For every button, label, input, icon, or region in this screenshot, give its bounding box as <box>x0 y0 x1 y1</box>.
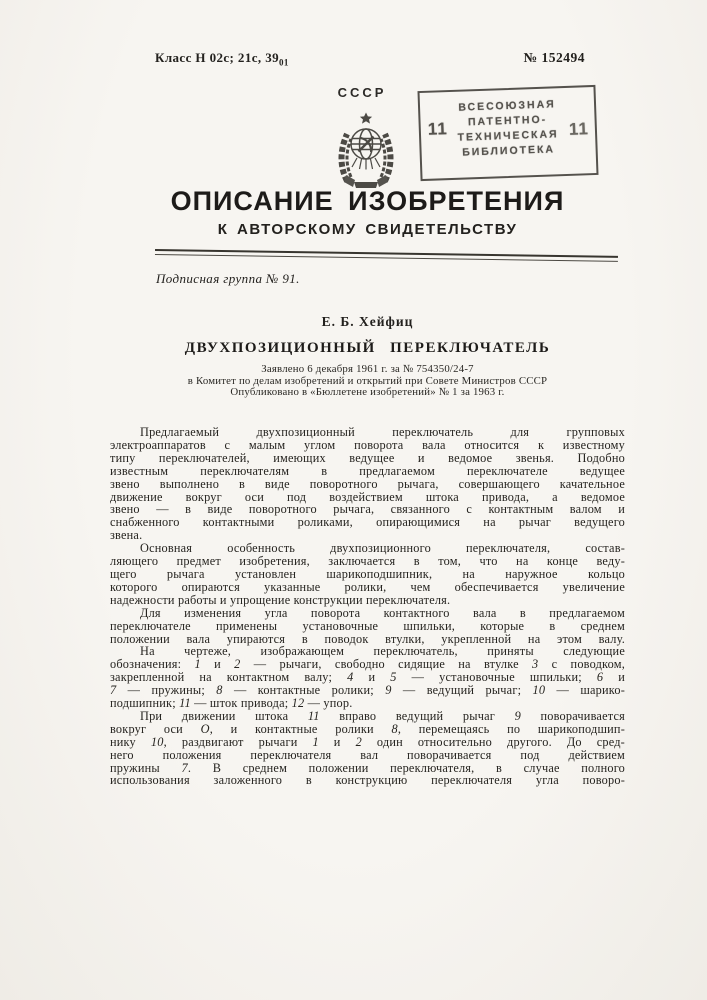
text-line: На чертеже, изображающем переключатель, приняты следующие <box>140 644 625 659</box>
filing-line: в Комитет по делам изобретений и открытий при Совете Министров СССР <box>187 374 548 387</box>
text-line: нику 10, раздвигают рычаги 1 и 2 один относительно другого. До сред- <box>110 734 625 749</box>
text-line: типу переключателей, имеющих ведущее и ведомое звенья. Подобно <box>110 450 625 465</box>
stamp-line: БИБЛИОТЕКА <box>462 143 556 159</box>
text-line: звено выполнено в виде поворотного рычага, совершающего качательное <box>110 476 625 491</box>
text-line: надежности работы и упрощение конструкции переключателя. <box>110 592 451 607</box>
text-line: переключателе применены установочные шпильки, которые в среднем <box>110 618 625 633</box>
stamp-line: ТЕХНИЧЕСКАЯ <box>457 128 559 144</box>
country-label: СССР <box>337 85 387 100</box>
text-line: Предлагаемый двухпозиционный переключатель для групповых <box>140 425 625 439</box>
text-line: звена. <box>110 528 143 543</box>
filing-line: Опубликовано в «Бюллетене изобретений» № 1 за 1963 г. <box>230 386 505 399</box>
author-name: Е. Б. Хейфиц <box>321 314 414 329</box>
document-title: ОПИСАНИЕ ИЗОБРЕТЕНИЯ <box>170 186 565 216</box>
text-line: звено — в виде поворотного рычага, связанного с контактным валом и <box>110 502 625 517</box>
paragraph <box>110 542 625 607</box>
stamp-number-left: 11 <box>427 119 449 139</box>
text-line: щего рычага установлен шарикоподшипник, на наружное кольцо <box>110 566 625 581</box>
doc-number: № 152494 <box>523 50 585 65</box>
paragraph <box>110 607 625 646</box>
class-text: Класс Н 02с; 21с, 39 <box>155 50 279 65</box>
text-line: электроаппаратов с малым углом поворота вала относится к известному <box>110 437 625 452</box>
stamp-line: ПАТЕНТНО- <box>467 113 548 129</box>
text-line: снабженного контактными роликами, опирающимися на рычаг ведущего <box>110 515 625 530</box>
text-line: которого опираются указанные ролики, чем обеспечивается увеличение <box>110 579 625 594</box>
text-line: движение вокруг оси под воздействием штока привода, а ведомое <box>110 489 625 504</box>
text-line: Для изменения угла поворота контактного вала в предлагаемом <box>140 605 625 620</box>
class-line <box>155 50 289 68</box>
text-line: ляющего предмет изобретения, заключается в том, что на конце веду- <box>110 554 625 569</box>
paragraph <box>110 645 625 710</box>
stamp-number-right: 11 <box>568 119 590 139</box>
divider-rule <box>155 249 618 262</box>
stamp-line: ВСЕСОЮЗНАЯ <box>458 98 556 114</box>
invention-title: ДВУХПОЗИЦИОННЫЙ ПЕРЕКЛЮЧАТЕЛЬ <box>184 340 551 356</box>
filing-info <box>100 364 635 399</box>
header-row <box>155 50 585 68</box>
text-line: При движении штока 11 вправо ведущий рычаг 9 поворачивается <box>140 708 625 723</box>
text-line: вокруг оси О, и контактные ролики 8, перемещаясь по шарикоподшип- <box>110 721 625 736</box>
text-line: использования заложенного в конструкцию переключателя угла поворо- <box>110 773 625 788</box>
library-stamp <box>417 85 598 181</box>
paragraph <box>110 710 625 787</box>
ussr-coat-of-arms-icon <box>333 111 399 193</box>
text-line: Основная особенность двухпозиционного переключателя, состав- <box>140 541 625 556</box>
body-text <box>110 426 625 787</box>
filing-line: Заявлено 6 декабря 1961 г. за № 754350/24-7 <box>261 363 474 375</box>
text-line: закрепленной на контактном валу; 4 и 5 — установочные шпильки; 6 и <box>110 670 626 685</box>
text-line: 7 — пружины; 8 — контактные ролики; 9 — ведущий рычаг; 10 — шарико- <box>110 683 625 698</box>
text-line: известным переключателям в предлагаемом переключателе ведущее <box>110 463 625 478</box>
text-line: положении вала упираются в поводок втулки, укрепленной на этом валу. <box>110 631 625 646</box>
subscription-group: Подписная группа № 91. <box>156 271 300 286</box>
text-line: него положения переключателя вал поворачивается под действием <box>110 747 625 762</box>
paragraph <box>110 426 625 542</box>
text-line: пружины 7. В среднем положении переключателя, в случае полного <box>110 760 625 775</box>
text-line: подшипник; 11 — шток привода; 12 — упор. <box>110 696 353 711</box>
document-subtitle: К АВТОРСКОМУ СВИДЕТЕЛЬСТВУ <box>217 221 518 238</box>
class-subscript: 01 <box>279 57 289 68</box>
text-line: обозначения: 1 и 2 — рычаги, свободно сидящие на втулке 3 с поводком, <box>110 657 625 672</box>
